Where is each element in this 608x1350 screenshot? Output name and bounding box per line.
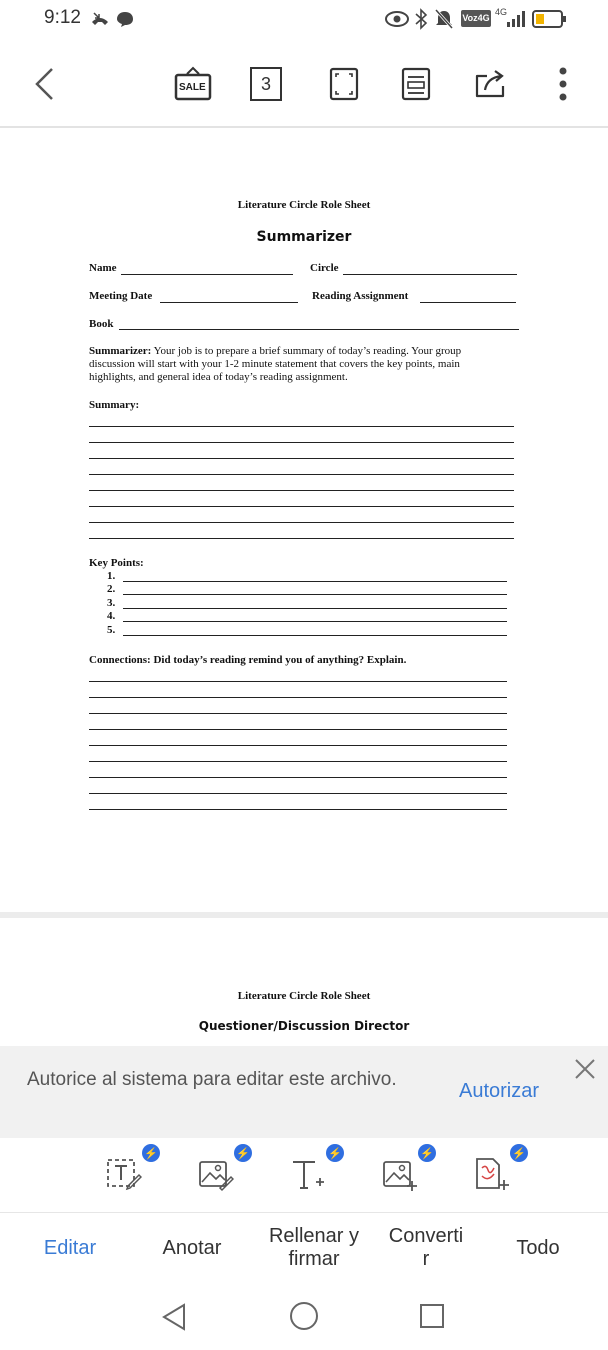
key-point-number: 2. — [107, 583, 116, 595]
close-icon[interactable] — [574, 1058, 596, 1080]
connections-line — [89, 697, 507, 698]
tab-rellenar-y-firmar[interactable]: Rellenar y firmar — [268, 1225, 360, 1270]
summary-line — [89, 442, 514, 443]
premium-badge-icon: ⚡ — [142, 1144, 160, 1162]
nav-home-icon[interactable] — [289, 1301, 319, 1331]
connections-line — [89, 745, 507, 746]
page-number: 3 — [250, 67, 282, 101]
document-icon — [401, 67, 431, 101]
back-button[interactable] — [26, 66, 62, 102]
add-image-tool[interactable] — [382, 1147, 434, 1196]
add-signature-tool[interactable] — [474, 1147, 526, 1196]
premium-badge-icon: ⚡ — [326, 1144, 344, 1162]
summary-label: Summary: — [89, 399, 140, 411]
instructions-bold-lead: Summarizer: — [89, 345, 152, 357]
bell-off-icon — [434, 8, 454, 30]
chat-bubble-icon — [116, 10, 134, 28]
add-text-icon — [290, 1156, 326, 1192]
document-page-1 — [0, 128, 608, 912]
book-field-line — [119, 329, 519, 330]
connections-line — [89, 761, 507, 762]
reading-assignment-label: Reading Assignment — [312, 290, 409, 302]
reading-assignment-field-line — [420, 302, 516, 303]
summary-line — [89, 538, 514, 539]
key-points-label: Key Points: — [89, 557, 144, 569]
network-type: 4G — [495, 7, 508, 17]
status-time: 9:12 — [44, 7, 81, 28]
share-icon — [473, 68, 507, 100]
summarizer-instructions — [89, 345, 519, 384]
connections-line — [89, 729, 507, 730]
sale-button[interactable] — [174, 66, 212, 102]
nav-back-icon[interactable] — [160, 1302, 188, 1332]
summary-line — [89, 458, 514, 459]
connections-line — [89, 681, 507, 682]
premium-badge-icon: ⚡ — [418, 1144, 436, 1162]
circle-label: Circle — [310, 262, 339, 274]
add-image-icon — [382, 1156, 418, 1192]
top-toolbar — [0, 40, 608, 128]
volte-badge: Voz4G — [461, 10, 491, 27]
role-title: Questioner/Discussion Director — [198, 1019, 410, 1033]
share-button[interactable] — [472, 66, 508, 102]
page-number-button[interactable] — [250, 66, 282, 102]
more-vertical-icon — [558, 66, 568, 102]
circle-field-line — [343, 274, 517, 275]
book-label: Book — [89, 318, 114, 330]
key-point-number: 4. — [107, 610, 116, 622]
permission-banner — [0, 1046, 608, 1138]
document-page-2 — [0, 918, 608, 1046]
connections-line — [89, 793, 507, 794]
connections-line — [89, 713, 507, 714]
meeting-date-label: Meeting Date — [89, 290, 153, 302]
instructions-line-2: discussion will start with your 1-2 minute statement that covers the key points, main — [89, 358, 460, 370]
key-point-line — [123, 621, 507, 622]
signature-document-icon — [474, 1156, 510, 1192]
meeting-date-field-line — [160, 302, 298, 303]
status-bar — [0, 0, 608, 40]
key-point-number: 3. — [107, 597, 116, 609]
key-point-line — [123, 594, 507, 595]
name-label: Name — [89, 262, 117, 274]
role-title: Summarizer — [256, 229, 352, 245]
banner-message: Autorice al sistema para editar este archivo. — [27, 1069, 397, 1090]
key-point-number: 1. — [107, 570, 116, 582]
authorize-button[interactable]: Autorizar — [459, 1080, 540, 1102]
eye-icon — [385, 10, 409, 28]
battery-icon — [532, 9, 568, 29]
summary-line — [89, 474, 514, 475]
summary-line — [89, 426, 514, 427]
premium-badge-icon: ⚡ — [234, 1144, 252, 1162]
connections-label: Connections: Did today’s reading remind you of anything? Explain. — [89, 654, 407, 666]
tab-convertir[interactable]: Converti r — [388, 1225, 464, 1270]
chevron-left-icon — [32, 66, 56, 102]
summary-line — [89, 490, 514, 491]
annotate-image-tool[interactable] — [198, 1147, 250, 1196]
edit-text-tool[interactable] — [106, 1147, 158, 1196]
document-view-button[interactable] — [398, 66, 434, 102]
fullscreen-icon — [329, 67, 359, 101]
system-nav-bar — [0, 1284, 608, 1350]
instructions-line-1: Your job is to prepare a brief summary of today’s reading. Your group — [151, 345, 462, 357]
missed-call-icon — [90, 10, 110, 28]
more-options-button[interactable] — [548, 66, 578, 102]
doc-header: Literature Circle Role Sheet — [237, 990, 371, 1002]
connections-line — [89, 809, 507, 810]
key-point-line — [123, 608, 507, 609]
key-point-line — [123, 635, 507, 636]
connections-line — [89, 777, 507, 778]
key-point-line — [123, 581, 507, 582]
summary-line — [89, 506, 514, 507]
tab-todo[interactable]: Todo — [516, 1237, 560, 1259]
summary-line — [89, 522, 514, 523]
sale-label: SALE — [179, 82, 206, 93]
key-point-number: 5. — [107, 624, 116, 636]
tab-anotar[interactable]: Anotar — [162, 1237, 222, 1259]
premium-badge-icon: ⚡ — [510, 1144, 528, 1162]
edit-text-icon — [106, 1156, 142, 1192]
nav-recents-icon[interactable] — [419, 1303, 445, 1329]
doc-header: Literature Circle Role Sheet — [237, 199, 371, 211]
add-text-tool[interactable] — [290, 1147, 342, 1196]
name-field-line — [121, 274, 293, 275]
image-edit-icon — [198, 1156, 234, 1192]
bluetooth-icon — [414, 8, 428, 30]
signal-icon — [505, 10, 527, 28]
instructions-line-3: highlights, and general idea of today’s reading assignment. — [89, 371, 348, 383]
bottom-tab-bar — [0, 1212, 608, 1285]
fullscreen-button[interactable] — [326, 66, 362, 102]
tab-editar[interactable]: Editar — [43, 1237, 97, 1259]
